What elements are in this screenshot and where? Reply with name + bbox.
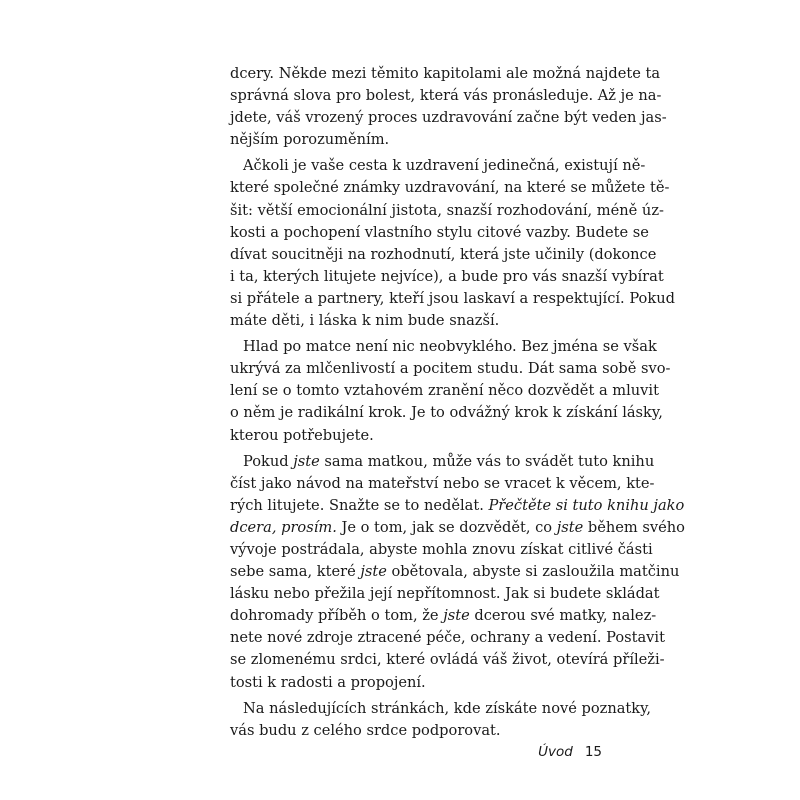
text-line: o něm je radikální krok. Je to odvážný krok k získání lásky, [230,404,663,422]
text-line: máte děti, i láska k nim bude snazší. [230,312,500,330]
italic-text: jste [556,518,584,536]
paragraph [230,336,671,446]
text-line: i ta, kterých litujete nejvíce), a bude pro vás snazší vybírat [230,267,664,285]
page-number: 15 [584,744,602,760]
italic-text: jste [360,563,387,581]
text-line: nějším porozuměním. [230,131,390,149]
text-line: si přátele a partnery, kteří jsou laskaví a respektující. Pokud [230,289,675,307]
text-line: kosti a pochopení vlastního stylu citové vazby. Budete se [230,223,649,241]
text-line: nete nové zdroje ztracené péče, ochrany a vedení. Postavit [230,629,665,647]
text-line: ukrývá za mlčenlivostí a pocitem studu. Dát sama sobě svo- [230,360,671,378]
text-line: Pokud jste sama matkou, může vás to svádět tuto knihu [243,452,655,470]
text-line: dívat soucitněji na rozhodnutí, která jste učinily (dokonce [230,245,657,263]
body-text [230,63,685,742]
text-line: Ačkoli je vaše cesta k uzdravení jedinečná, existují ně- [243,157,646,175]
text-line: které společné známky uzdravování, na které se můžete tě- [230,179,670,197]
text-line: se zlomenému srdci, které ovládá váš život, otevírá příleži- [230,651,665,669]
text-line: dcera, prosím. Je o tom, jak se dozvědět, co jste během svého [230,518,685,536]
page-footer [538,744,602,760]
text-line: jdete, váš vrozený proces uzdravování začne být veden jas- [230,109,667,127]
section-title: Úvod [538,744,573,760]
text-line: Na následujících stránkách, kde získáte nové poznatky, [243,699,652,717]
text-line: Hlad po matce není nic neobvyklého. Bez jména se však [243,338,657,356]
paragraph [230,63,667,151]
paragraph [230,155,675,332]
text-line: lásku nebo přežila její nepřítomnost. Jak si budete skládat [230,585,660,603]
italic-text: Přečtěte si tuto knihu jako [488,496,685,514]
text-line: sebe sama, které jste obětovala, abyste si zasloužila matčinu [230,563,680,581]
text-line: správná slova pro bolest, která vás pronásleduje. Až je na- [230,87,662,105]
text-line: dcery. Někde mezi těmito kapitolami ale možná najdete ta [230,65,661,82]
text-line: rých litujete. Snažte se to nedělat. Přečtěte si tuto knihu jako [230,496,685,514]
text-line: vývoje postrádala, abyste mohla znovu získat citlivé části [230,540,653,558]
text-line: šit: větší emocionální jistota, snazší rozhodování, méně úz- [230,201,664,219]
text-line: lení se o tomto vztahovém zranění něco dozvědět a mluvit [230,382,659,400]
italic-text: dcera, prosím. [230,518,337,536]
italic-text: jste [443,607,470,625]
paragraph [230,451,685,694]
text-line: kterou potřebujete. [230,426,374,444]
text-line: tosti k radosti a propojení. [230,673,426,691]
text-line: číst jako návod na mateřství nebo se vracet k věcem, kte- [230,474,655,492]
paragraph [230,698,652,742]
text-line: vás budu z celého srdce podporovat. [230,721,501,739]
text-line: dohromady příběh o tom, že jste dcerou své matky, nalez- [230,607,657,625]
italic-text: jste [293,452,320,470]
